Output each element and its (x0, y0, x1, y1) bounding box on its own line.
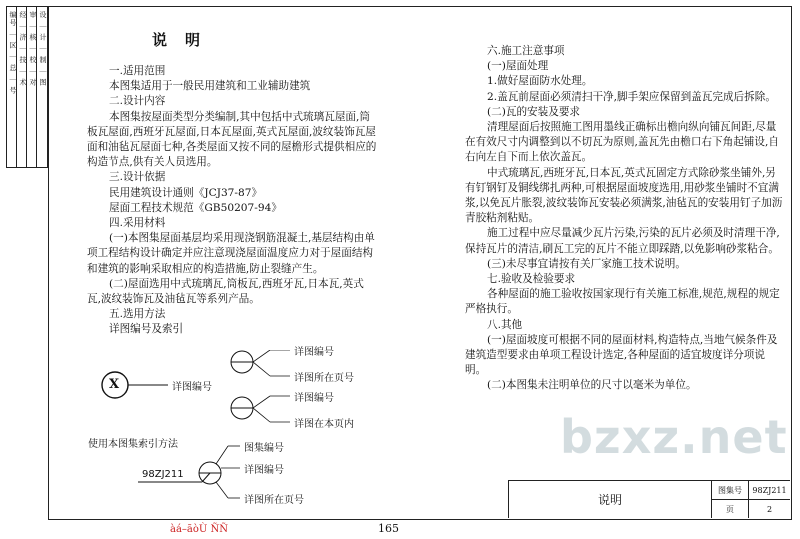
strip-text: 经 ｜ 济 ｜ 技 ｜ 术 (19, 11, 27, 87)
section-heading: 五.选用方法 (109, 308, 166, 321)
paragraph: 民用建筑设计通则《JCJ37-87》 (109, 186, 263, 199)
label-detail-no: 详图编号 (244, 465, 284, 476)
paragraph: 本图集适用于一般民用建筑和工业辅助建筑 (109, 80, 311, 93)
footer-garbled-text: àá–ãòÙ ÑÑ (170, 524, 229, 535)
leader-line (216, 446, 228, 464)
right-column (465, 44, 785, 394)
leader-line (202, 473, 210, 482)
paragraph: (三)未尽事宜请按有关厂家施工技术说明。 (487, 257, 686, 270)
paragraph: (二)屋面选用中式琉璃瓦,筒板瓦,西班牙瓦,日本瓦,英式瓦,波纹装饰瓦及油毡瓦等系列产品。 (87, 277, 364, 306)
paragraph: 清理屋面后按照施工图用墨线正确标出檐向纵向铺瓦间距,尽量在有效尺寸内调整到以不切瓦为原则,盖瓦先由檐口右下角起铺设,自右向左自下而上依次盖瓦。 (465, 121, 779, 164)
leader-line (253, 362, 270, 376)
paragraph: 中式琉璃瓦,西班牙瓦,日本瓦,英式瓦固定方式除砂浆坐铺外,另有钉钢钉及铜线绑扎两种,可根据屋面坡度选用,用砂浆坐铺时不宜满浆,以免瓦片胀裂,波纹装饰瓦安装必须满浆,油毡瓦的安装用钉子加沥青胶粘剂粘贴。 (465, 166, 783, 225)
strip-text: 审 ｜ 核 ｜ 校 ｜ 对 (29, 11, 37, 87)
paragraph: (一)本图集屋面基层均采用现浇钢筋混凝土,基层结构由单项工程结构设计确定并应注意现浇屋面温度应力对于屋面结构和建筑的影响采取相应的构造措施,防止裂缝产生。 (87, 232, 375, 275)
section-heading: 七.验收及检验要求 (487, 273, 576, 286)
page-title: 说明 (152, 31, 219, 49)
section-heading: 六.施工注意事项 (487, 45, 565, 57)
atlas-value: 98ZJ211 (749, 481, 790, 500)
paragraph: 各种屋面的施工验收按国家现行有关施工标准,规范,规程的规定严格执行。 (465, 288, 780, 316)
sub-heading: (一)屋面处理 (487, 60, 549, 73)
paragraph: 施工过程中应尽量减少瓦片污染,污染的瓦片必须及时清理干净,保持瓦片的清洁,刷瓦工完的瓦片不能立即踩踏,以免影响砂浆粘合。 (465, 227, 780, 255)
circle-label: X (109, 377, 120, 392)
section-heading: 三.设计依据 (109, 171, 166, 184)
page-value: 2 (766, 504, 773, 514)
paragraph: (一)屋面坡度可根据不同的屋面材料,构造特点,当地气候条件及建筑造型要求由单项工程设计选定,各种屋面的适宜坡度详分项说明。 (465, 333, 778, 377)
paragraph: 屋面工程技术规范《GB50207-94》 (109, 201, 282, 214)
paragraph: 本图集按屋面类型分类编制,其中包括中式琉璃瓦屋面,筒板瓦屋面,西班牙瓦屋面,日本瓦屋面,英式瓦屋面,波纹装饰瓦屋面和油毡瓦屋面七种,各类屋面又按不同的屋檐形式提供相应的构造节点,供有关人员选用。 (87, 110, 377, 169)
label-in-this-page: 详图在本页内 (294, 419, 354, 430)
atlas-code: 98ZJ211 (142, 469, 184, 480)
section-heading: 四.采用材料 (109, 217, 166, 230)
label-atlas-no: 图集编号 (244, 443, 284, 454)
page-number: 165 (378, 522, 399, 535)
label-usage-method: 使用本图集索引方法 (88, 439, 178, 450)
leader-line (253, 350, 270, 362)
title-block (508, 480, 790, 518)
page-label: 页 (712, 500, 749, 518)
section-heading: 一.适用范围 (109, 65, 166, 77)
label-page-of-detail: 详图所在页号 (294, 373, 354, 384)
leader-line (216, 482, 228, 498)
section-heading: 二.设计内容 (109, 95, 166, 108)
binding-strip (6, 6, 48, 168)
paragraph: (二)本图集未注明单位的尺寸以毫米为单位。 (487, 379, 697, 392)
paragraph: 2.盖瓦前屋面必须清扫干净,脚手架应保留到盖瓦完成后拆除。 (487, 90, 776, 103)
label-detail-no: 详图编号 (172, 382, 212, 393)
label-detail-no: 详图编号 (294, 393, 334, 404)
leader-line (253, 408, 270, 422)
atlas-label: 图集号 (712, 481, 749, 500)
section-heading: 八.其他 (487, 318, 523, 331)
strip-text: 设 ｜ 计 ｜ 制 ｜ 图 (39, 11, 47, 87)
left-column (87, 64, 377, 338)
strip-text: 编号 ｜ 区 ｜ 总 ｜ 号 (9, 11, 17, 95)
paragraph: 详图编号及索引 (109, 323, 184, 336)
label-page-of-detail: 详图所在页号 (244, 495, 304, 506)
index-symbol-diagram (88, 347, 390, 520)
label-detail-no: 详图编号 (294, 347, 334, 358)
watermark: bzxz.net (560, 410, 788, 464)
leader-line (253, 396, 270, 408)
title-block-name: 说明 (509, 481, 712, 518)
paragraph: 1.做好屋面防水处理。 (487, 75, 593, 88)
sub-heading: (二)瓦的安装及要求 (487, 105, 581, 118)
